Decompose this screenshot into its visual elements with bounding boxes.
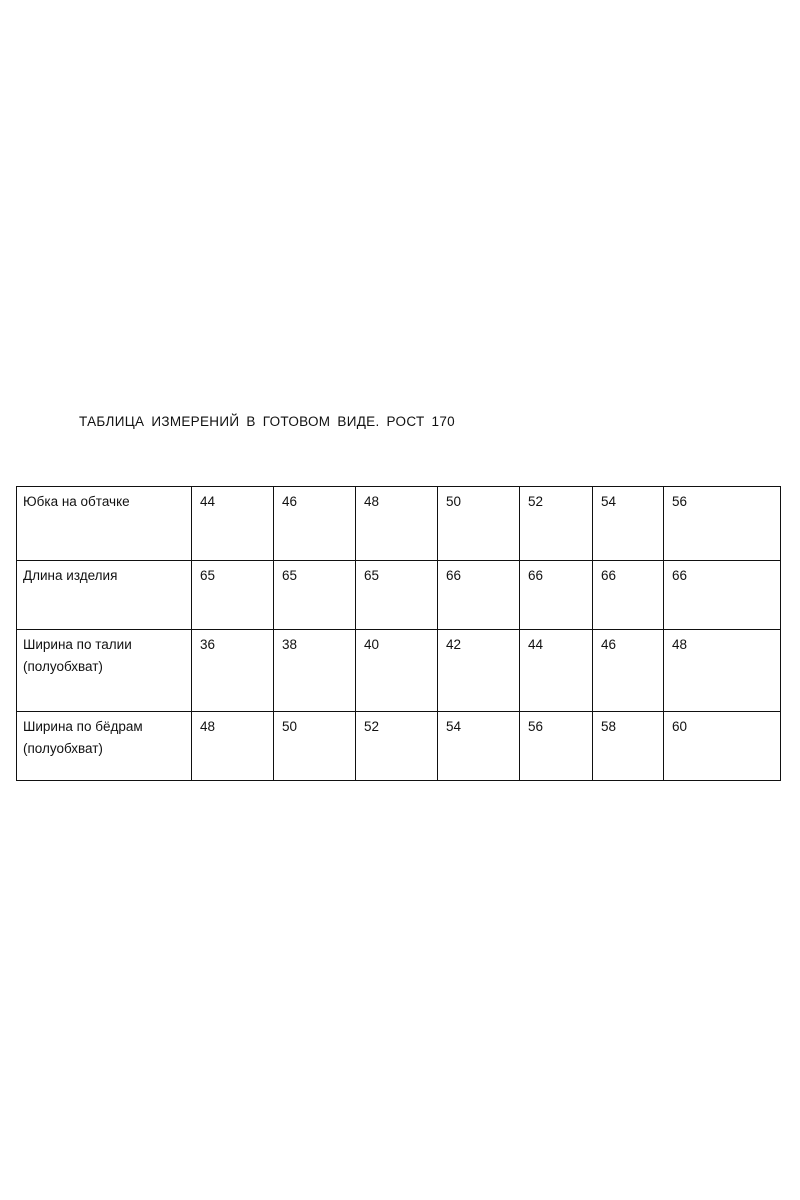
page-title: ТАБЛИЦА ИЗМЕРЕНИЙ В ГОТОВОМ ВИДЕ. РОСТ 170 [79, 414, 455, 429]
table-row [17, 487, 781, 561]
row-label-note: (полуобхват) [23, 741, 103, 756]
table-cell: 36 [192, 630, 274, 712]
table-cell: 46 [593, 630, 664, 712]
table-cell: 50 [274, 712, 356, 781]
table-cell: 56 [520, 712, 593, 781]
row-label: Ширина по бёдрам [23, 719, 143, 734]
table-row [17, 712, 781, 781]
table-cell: 65 [192, 561, 274, 630]
table-row [17, 630, 781, 712]
table-cell: 65 [356, 561, 438, 630]
table-cell: 65 [274, 561, 356, 630]
table-cell: 58 [593, 712, 664, 781]
table-cell: 44 [520, 630, 593, 712]
row-label-cell [17, 487, 192, 561]
table-cell: 38 [274, 630, 356, 712]
table-cell: 60 [664, 712, 781, 781]
row-label-cell [17, 561, 192, 630]
table-cell: 48 [192, 712, 274, 781]
row-label-note: (полуобхват) [23, 659, 103, 674]
table-cell: 50 [438, 487, 520, 561]
table-cell: 52 [520, 487, 593, 561]
table-cell: 44 [192, 487, 274, 561]
table-row [17, 561, 781, 630]
row-label-cell [17, 630, 192, 712]
table-cell: 52 [356, 712, 438, 781]
table-cell: 66 [664, 561, 781, 630]
table-cell: 54 [593, 487, 664, 561]
table-cell: 42 [438, 630, 520, 712]
row-label: Длина изделия [23, 568, 118, 583]
table-cell: 46 [274, 487, 356, 561]
table-cell: 48 [356, 487, 438, 561]
table-cell: 66 [593, 561, 664, 630]
table-cell: 66 [520, 561, 593, 630]
row-label: Юбка на обтачке [23, 494, 130, 509]
table-cell: 40 [356, 630, 438, 712]
table-cell: 56 [664, 487, 781, 561]
measurement-table [16, 486, 781, 781]
table-cell: 54 [438, 712, 520, 781]
table-cell: 48 [664, 630, 781, 712]
row-label: Ширина по талии [23, 637, 132, 652]
row-label-cell [17, 712, 192, 781]
table-cell: 66 [438, 561, 520, 630]
